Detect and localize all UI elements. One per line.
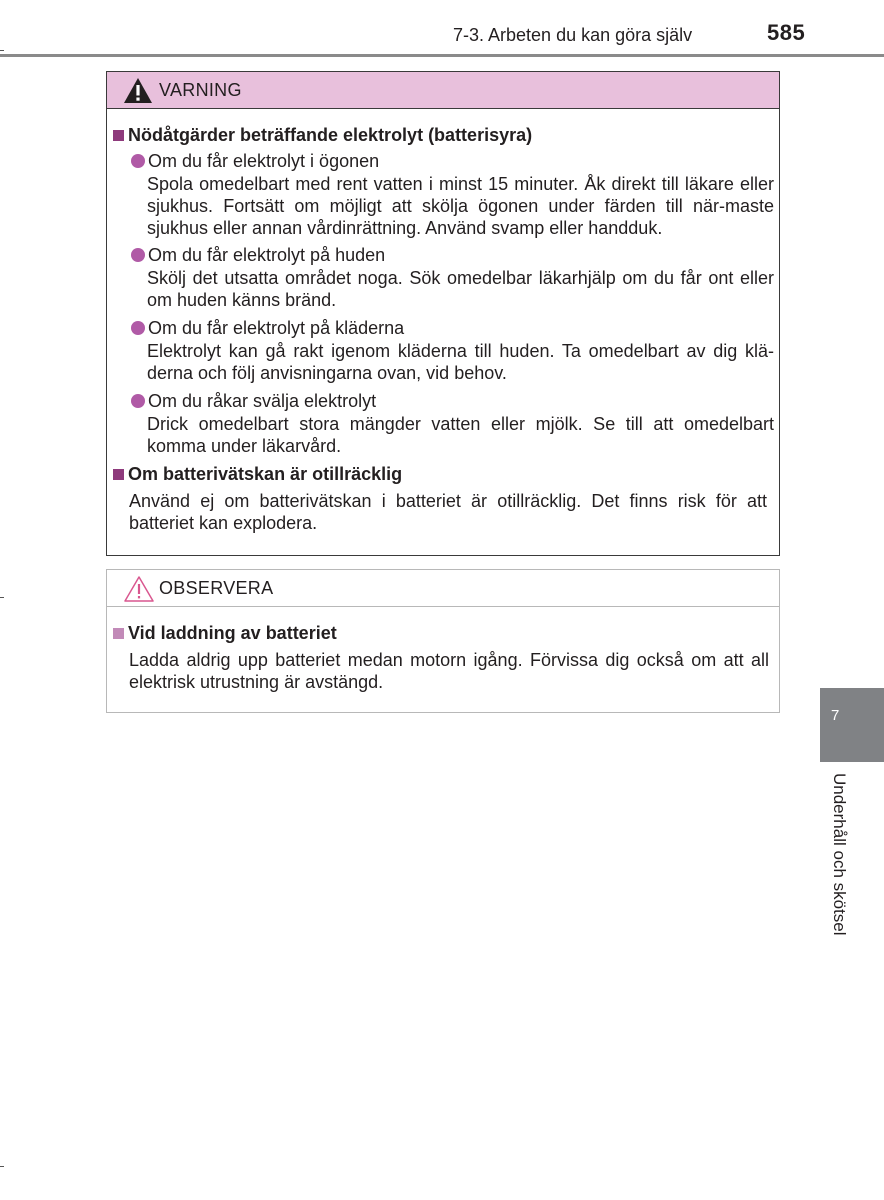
section-heading: Nödåtgärder beträffande elektrolyt (batterisyra) (113, 125, 532, 146)
section-title: 7-3. Arbeten du kan göra själv (453, 25, 693, 45)
bullet-square-icon (113, 628, 124, 639)
item-title: Om du får elektrolyt i ögonen (131, 151, 379, 172)
warning-header (107, 72, 779, 109)
crop-mark (0, 597, 4, 598)
section-body: Ladda aldrig upp batteriet medan motorn igång. Förvissa dig också om att all elektrisk utrustning är avstängd. (129, 650, 769, 692)
item-title: Om du får elektrolyt på huden (131, 245, 385, 266)
chapter-tab (820, 688, 884, 762)
item-body: Skölj det utsatta området noga. Sök omedelbar läkarhjälp om du får ont eller om huden känns bränd. (147, 268, 774, 310)
section-heading: Om batterivätskan är otillräcklig (113, 464, 402, 485)
notice-box (106, 569, 780, 713)
crop-mark (0, 1166, 4, 1167)
item-body: Elektrolyt kan gå rakt igenom kläderna till huden. Ta omedelbart av dig klä-derna och följ anvisningarna ovan, vid behov. (147, 341, 774, 383)
bullet-square-icon (113, 130, 124, 141)
bullet-dot-icon (131, 394, 145, 408)
item-title: Om du får elektrolyt på kläderna (131, 318, 404, 339)
bullet-dot-icon (131, 321, 145, 335)
chapter-label: Underhåll och skötsel (830, 773, 849, 936)
section-heading: Vid laddning av batteriet (113, 623, 337, 644)
bullet-dot-icon (131, 154, 145, 168)
page-number: 585 (767, 20, 806, 45)
item-title: Om du råkar svälja elektrolyt (131, 391, 376, 412)
chapter-number: 7 (831, 707, 840, 724)
section-body: Använd ej om batterivätskan i batteriet är otillräcklig. Det finns risk för att batteriet kan explodera. (129, 491, 767, 533)
caution-triangle-icon (123, 575, 155, 603)
bullet-square-icon (113, 469, 124, 480)
warning-box (106, 71, 780, 556)
bullet-dot-icon (131, 248, 145, 262)
item-body: Spola omedelbart med rent vatten i minst 15 minuter. Åk direkt till läkare eller sjukhus. Fortsätt om möjligt att skölja ögonen under färden till när-maste sjukhus eller annan vårdinrättning. Använd svamp eller handduk. (147, 174, 774, 238)
notice-label: OBSERVERA (159, 578, 274, 598)
notice-header (107, 570, 779, 607)
warning-triangle-icon (123, 77, 153, 104)
crop-mark (0, 50, 4, 51)
warning-label: VARNING (159, 80, 242, 100)
item-body: Drick omedelbart stora mängder vatten eller mjölk. Se till att omedelbart komma under läkarvård. (147, 414, 774, 456)
header-rule (0, 54, 884, 57)
